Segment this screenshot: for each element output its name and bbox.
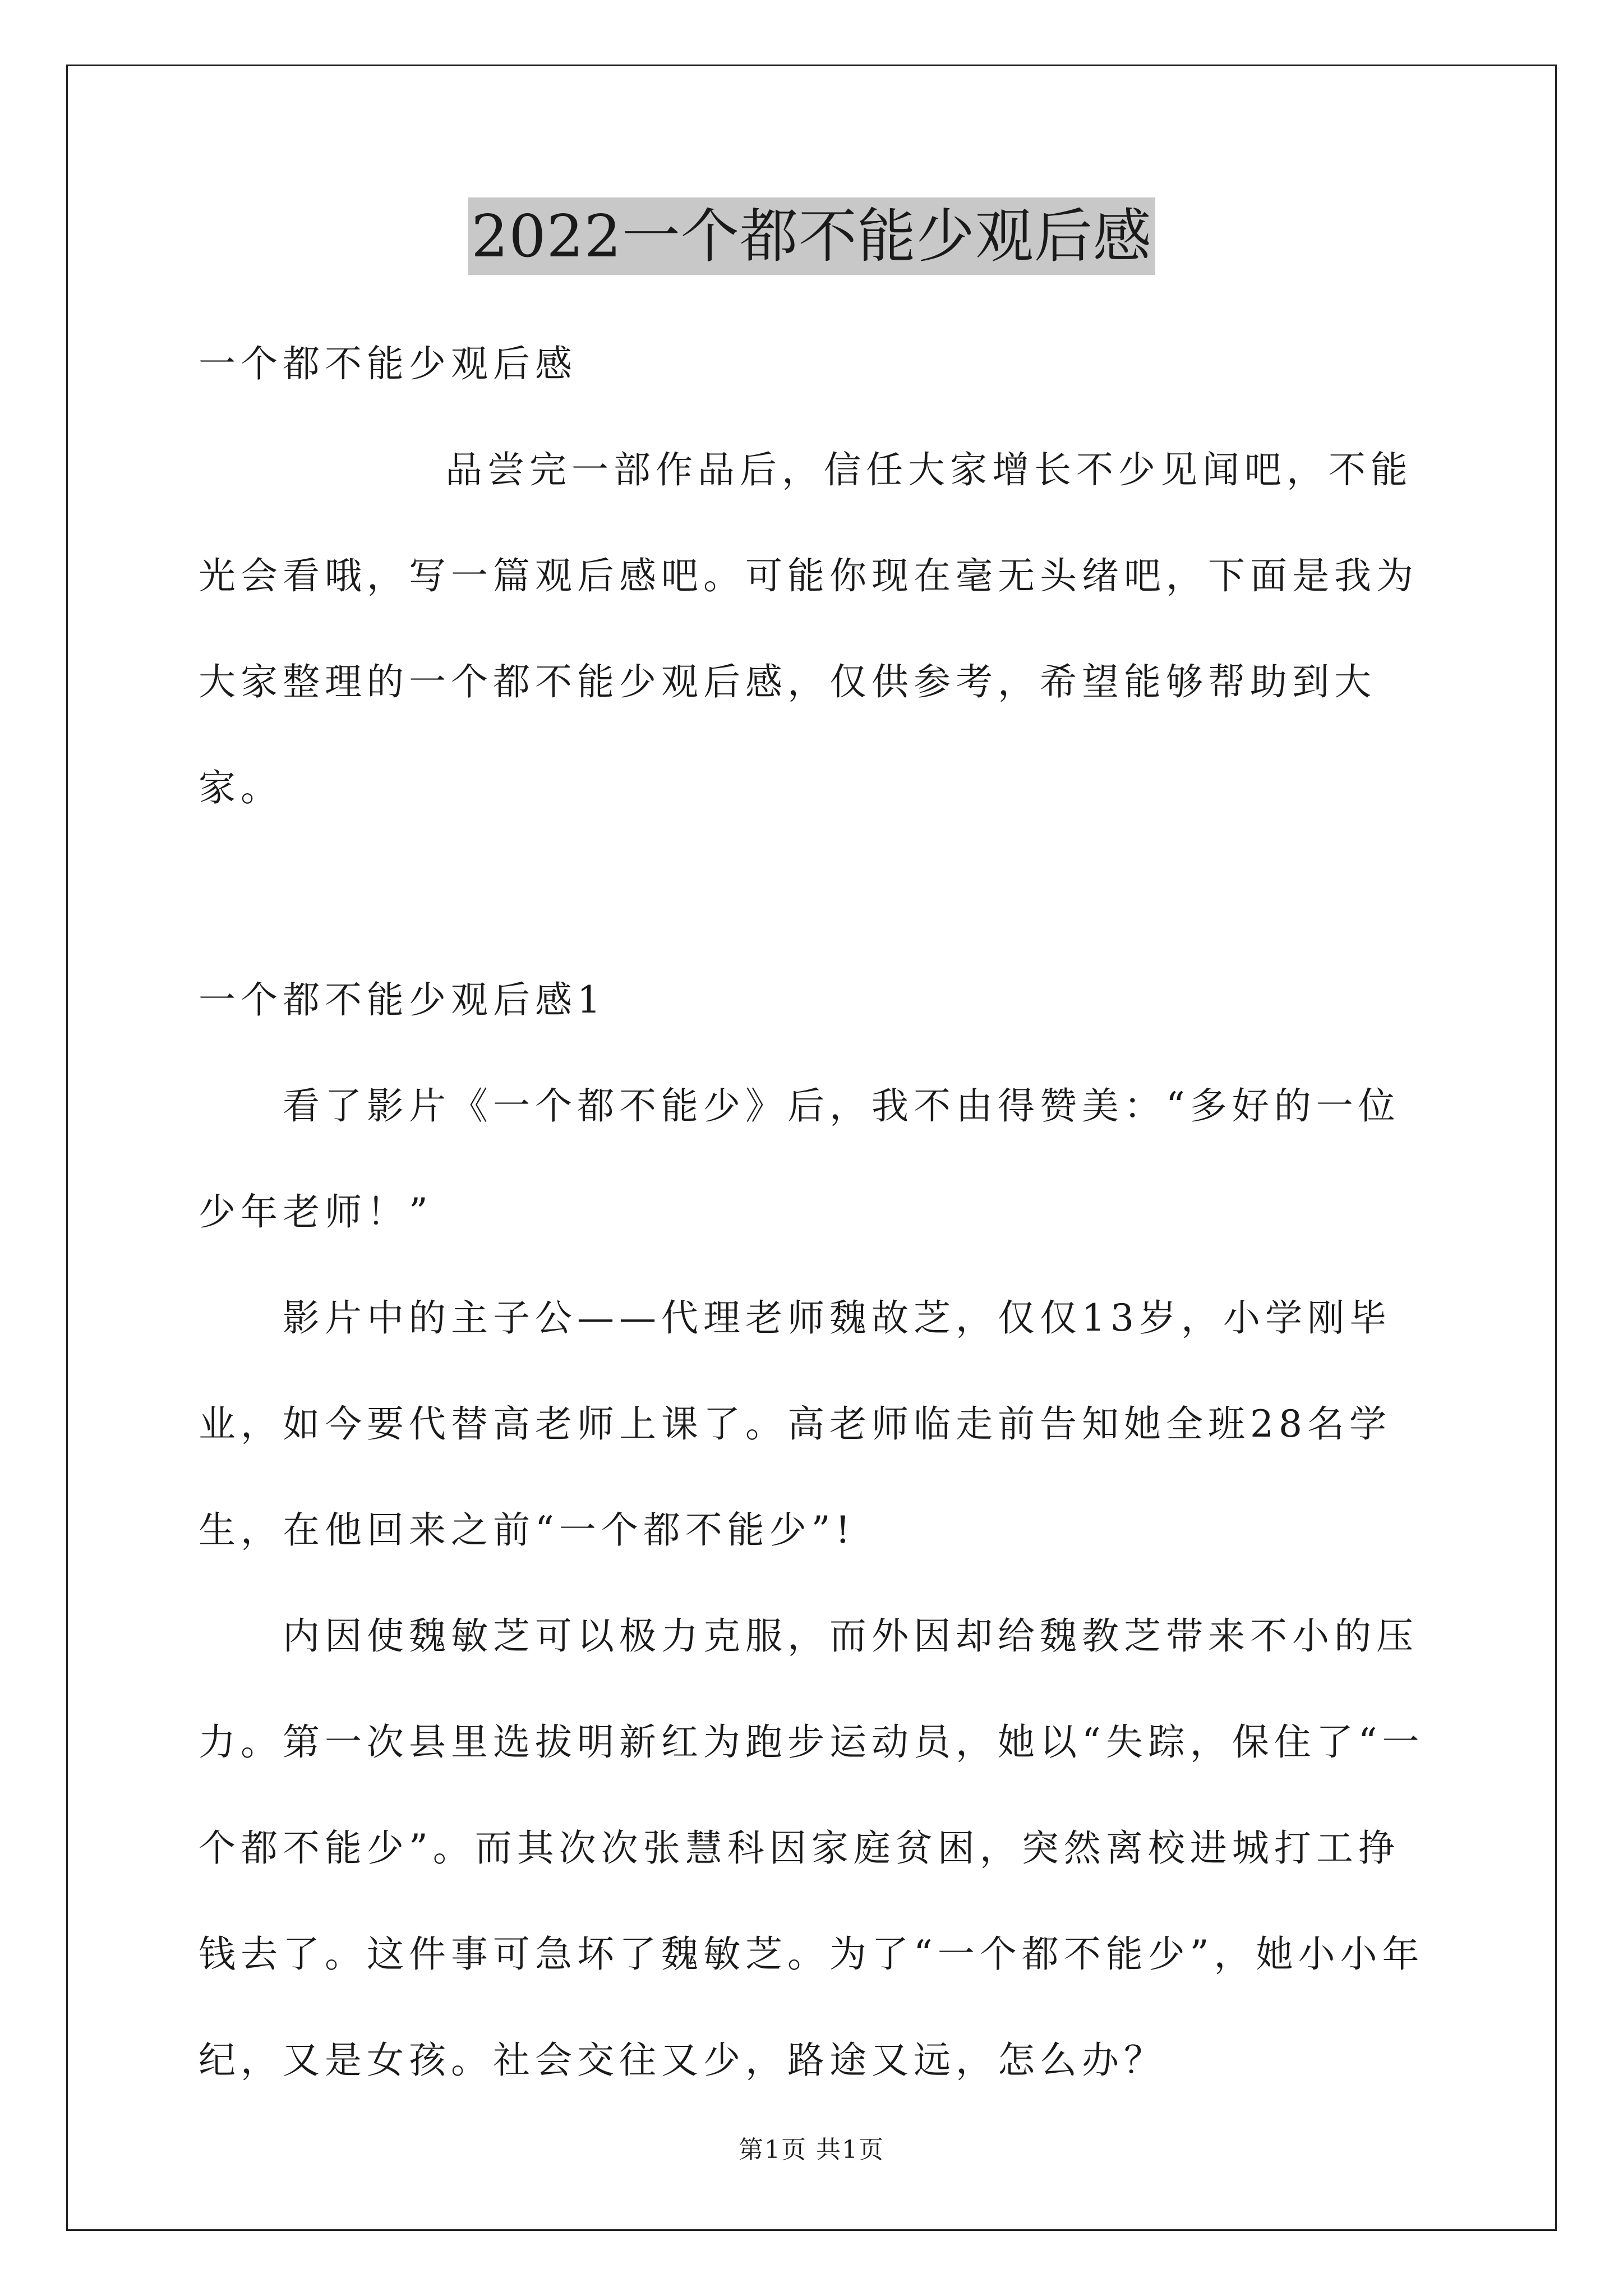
section-heading: 一个都不能少观后感1: [199, 978, 606, 1022]
body-paragraph-2: 影片中的主子公——代理老师魏故芝，仅仅13岁，小学刚毕业，如今要代替高老师上课了。高老师临走前告知她全班28名学生，在他回来之前“一个都不能少”!: [199, 1296, 1391, 1552]
title-container: [0, 197, 1623, 275]
body-paragraph-1: 看了影片《一个都不能少》后，我不由得赞美：“多好的一位少年老师！”: [199, 1084, 1400, 1234]
paragraph-gap: [199, 841, 1432, 947]
intro-paragraph: 品尝完一部作品后，信任大家增长不少见闻吧，不能光会看哦，写一篇观后感吧。可能你现在毫无头绪吧，下面是我为大家整理的一个都不能少观后感，仅供参考，希望能够帮助到大家。: [199, 448, 1418, 809]
document-title: 2022一个都不能少观后感: [468, 197, 1155, 275]
document-body: [199, 311, 1432, 2113]
body-paragraph-3: 内因使魏敏芝可以极力克服，而外因却给魏教芝带来不小的压力。第一次县里选拔明新红为跑步运动员，她以“失踪，保住了“一个都不能少”。而其次次张慧科因家庭贫困，突然离校进城打工挣钱去了。这件事可急坏了魏敏芝。为了“一个都不能少”，她小小年纪，又是女孩。社会交往又少，路途又远，怎么办？: [199, 1614, 1424, 2082]
document-subtitle: 一个都不能少观后感: [199, 342, 577, 385]
page-footer: 第1页 共1页: [739, 2136, 884, 2164]
